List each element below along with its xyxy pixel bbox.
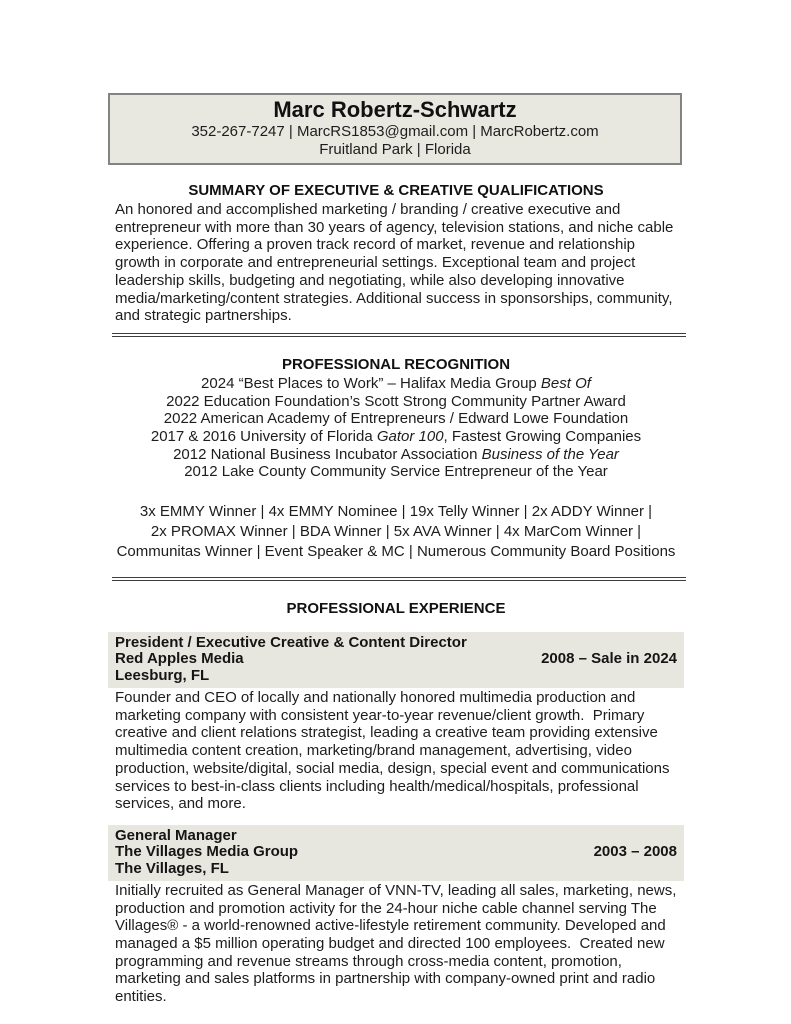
awards-line: Communitas Winner | Event Speaker & MC | Numerous Community Board Positions xyxy=(116,543,676,561)
section-divider xyxy=(112,333,686,337)
recognition-item-italic: Business of the Year xyxy=(481,445,619,463)
job-title: President / Executive Creative & Content Director xyxy=(115,634,467,652)
job-location: The Villages, FL xyxy=(115,859,229,877)
contact-line: 352-267-7247 | MarcRS1853@gmail.com | MarcRobertz.com xyxy=(191,123,599,140)
recognition-heading: PROFESSIONAL RECOGNITION xyxy=(281,355,511,373)
location-line: Fruitland Park | Florida xyxy=(319,141,471,158)
job-entry xyxy=(115,825,681,1006)
contact-header-box xyxy=(108,93,682,165)
summary-section xyxy=(115,182,677,325)
recognition-item-text: 2022 Education Foundation’s Scott Strong Community Partner Award xyxy=(166,392,626,410)
recognition-item xyxy=(115,446,677,464)
awards-line: 2x PROMAX Winner | BDA Winner | 5x AVA Winner | 4x MarCom Winner | xyxy=(150,523,642,541)
summary-paragraph: An honored and accomplished marketing / branding / creative executive and entrepreneur with more than 30 years of agency, television stations, and niche cable experience. Offering a proven track record of market, revenue and relationship growth in corporate and entrepreneurial settings. Exceptional team and project leadership skills, budgeting and negotiating, while also developing innovative media/marketing/content strategies. Additional success in sponsorships, community, and strategic partnerships. xyxy=(115,201,678,325)
job-location: Leesburg, FL xyxy=(115,666,210,684)
job-company: The Villages Media Group xyxy=(115,843,299,861)
recognition-item xyxy=(115,463,677,481)
job-header-bar xyxy=(108,632,684,688)
recognition-item-text: 2022 American Academy of Entrepreneurs / Edward Lowe Foundation xyxy=(163,410,629,428)
section-divider xyxy=(112,577,686,581)
summary-heading: SUMMARY OF EXECUTIVE & CREATIVE QUALIFICATIONS xyxy=(188,182,604,199)
recognition-item-text: , Fastest Growing Companies xyxy=(443,428,642,446)
job-entry xyxy=(115,632,677,813)
job-dates: 2008 – Sale in 2024 xyxy=(541,650,677,668)
experience-section xyxy=(115,600,681,1006)
job-company: Red Apples Media xyxy=(115,650,244,668)
job-header-bar xyxy=(108,825,684,881)
awards-list xyxy=(115,502,677,562)
recognition-item-italic: Gator 100 xyxy=(376,428,444,446)
candidate-name: Marc Robertz-Schwartz xyxy=(273,97,517,122)
job-dates: 2003 – 2008 xyxy=(593,843,677,861)
recognition-list xyxy=(115,375,677,481)
job-title: General Manager xyxy=(115,826,237,844)
job-description: Initially recruited as General Manager of VNN-TV, leading all sales, marketing, news, production and promotion activity for the 24-hour niche cable channel serving The Villages® - a world-renowned active-lifestyle retirement community. Developed and managed a $5 million operating budget and directed 100 employees. Created new programming and revenue streams through cross-media content, promotion, marketing and sales platforms in partnership with company-owned print and radio entities. xyxy=(115,881,681,1006)
recognition-item xyxy=(115,428,677,446)
recognition-item xyxy=(115,393,677,411)
experience-heading: PROFESSIONAL EXPERIENCE xyxy=(286,600,506,618)
job-company-dates-row xyxy=(115,651,677,667)
recognition-item-text: 2024 “Best Places to Work” – Halifax Media Group xyxy=(201,374,541,392)
recognition-item xyxy=(115,375,677,393)
awards-line: 3x EMMY Winner | 4x EMMY Nominee | 19x Telly Winner | 2x ADDY Winner | xyxy=(139,503,653,521)
recognition-item-italic: Best Of xyxy=(540,374,591,392)
recognition-item xyxy=(115,410,677,428)
recognition-section xyxy=(115,356,677,562)
recognition-item-text: 2012 National Business Incubator Association xyxy=(173,445,482,463)
recognition-item-text: 2012 Lake County Community Service Entrepreneur of the Year xyxy=(184,463,608,481)
job-company-dates-row xyxy=(115,844,677,860)
recognition-item-text: 2017 & 2016 University of Florida xyxy=(150,428,377,446)
job-description: Founder and CEO of locally and nationally honored multimedia production and marketing company with consistent year-to-year revenue/client growth. Primary creative and client relations strategist, leading a creative team providing extensive multimedia content creation, marketing/brand management, advertising, video production, website/digital, social media, design, special event and communications services to best-in-class clients including health/medical/hospitals, professional services, and more. xyxy=(115,689,674,813)
